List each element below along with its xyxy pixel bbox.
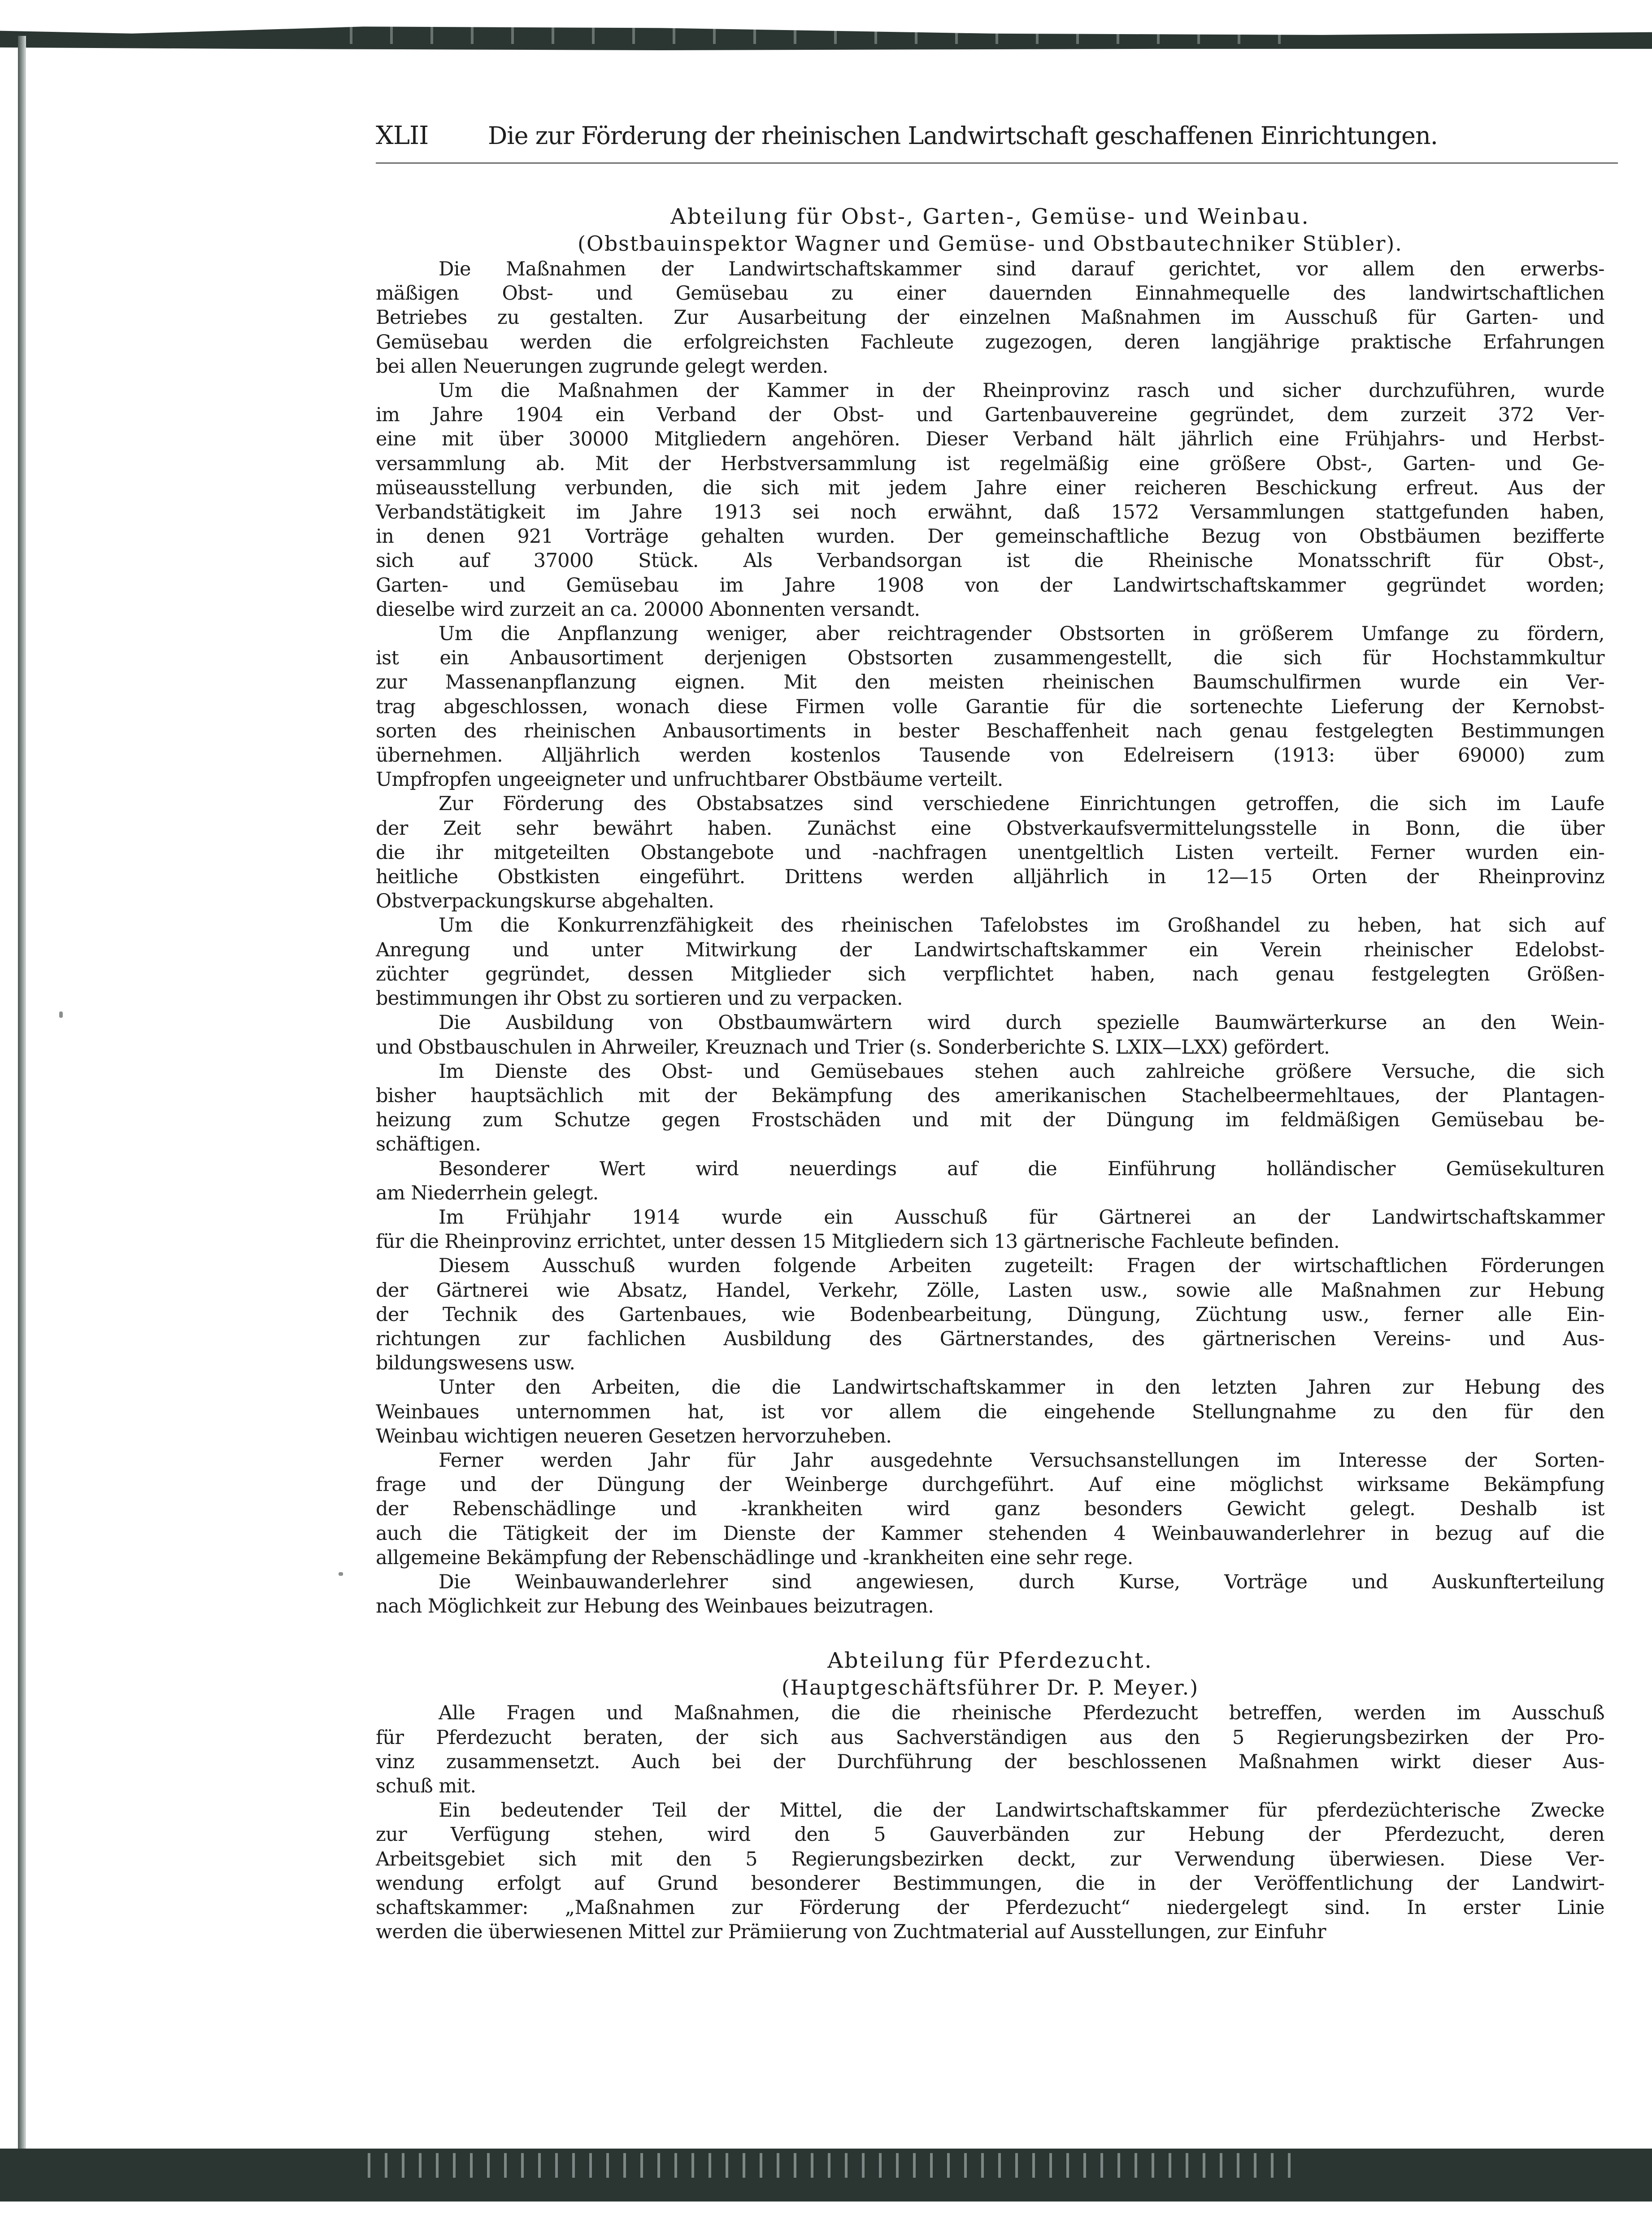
text-line: Weinbaues unternommen hat, ist vor allem die eingehende Stellungnahme zu den für den [376,1400,1604,1423]
text-line: Gemüsebau werden die erfolgreichsten Fachleute zugezogen, deren langjährige praktische Erfahrungen [376,331,1604,353]
paragraph [376,1798,1604,1944]
text-line: Um die Anpflanzung weniger, aber reichtragender Obstsorten in größerem Umfange zu fördern, [439,623,1604,645]
paragraph [376,379,1604,622]
text-line: Um die Maßnahmen der Kammer in der Rheinprovinz rasch und sicher durchzuführen, wurde [439,379,1604,402]
text-line: Umpfropfen ungeeigneter und unfruchtbarer Obstbäume verteilt. [376,768,1003,791]
text-line: Ferner werden Jahr für Jahr ausgedehnte Versuchsanstellungen im Interesse der Sorten- [439,1449,1604,1472]
text-line: Besonderer Wert wird neuerdings auf die Einführung holländischer Gemüsekulturen [439,1157,1604,1180]
document-page [376,121,1604,1944]
text-line: Garten- und Gemüsebau im Jahre 1908 von der Landwirtschaftskammer gegründet worden; [376,574,1604,597]
text-line: Die Weinbauwanderlehrer sind angewiesen, durch Kurse, Vorträge und Auskunfterteilung [439,1570,1604,1593]
text-line: und Obstbauschulen in Ahrweiler, Kreuznach und Trier (s. Sonderberichte S. LXIX—LXX) gefördert. [376,1036,1330,1059]
text-line: eine mit über 30000 Mitgliedern angehören. Dieser Verband hält jährlich eine Frühjahrs- und Herbst- [376,428,1604,451]
text-line: allgemeine Bekämpfung der Rebenschädlinge und -krankheiten eine sehr rege. [376,1546,1133,1569]
text-line: trag abgeschlossen, wonach diese Firmen volle Garantie für die sortenechte Lieferung der Kernobst- [376,695,1604,718]
text-line: der Gärtnerei wie Absatz, Handel, Verkehr, Zölle, Lasten usw., sowie alle Maßnahmen zur Hebung [376,1279,1604,1302]
paragraph [376,1205,1604,1254]
paragraph [376,1011,1604,1059]
text-line: Die Ausbildung von Obstbaumwärtern wird durch spezielle Baumwärterkurse an den Wein- [439,1011,1604,1034]
text-line: züchter gegründet, dessen Mitglieder sich verpflichtet haben, nach genau festgelegten Größen- [376,963,1604,985]
paragraph [376,1375,1604,1448]
text-line: Ein bedeutender Teil der Mittel, die der Landwirtschaftskammer für pferdezüchterische Zwecke [439,1799,1604,1822]
text-line: Unter den Arbeiten, die die Landwirtschaftskammer in den letzten Jahren zur Hebung des [439,1376,1604,1399]
text-line: ist ein Anbausortiment derjenigen Obstsorten zusammengestellt, die sich für Hochstammkultur [376,647,1604,670]
text-line: schäftigen. [376,1133,481,1156]
text-line: im Jahre 1904 ein Verband der Obst- und Gartenbauvereine gegründet, dem zurzeit 372 Ver- [376,404,1604,427]
text-line: Alle Fragen und Maßnahmen, die die rheinische Pferdezucht betreffen, werden im Ausschuß [439,1702,1604,1725]
margin-speck [59,1011,63,1018]
section-subtitle: (Obstbauinspektor Wagner und Gemüse- und Obstbautechniker Stübler). [578,231,1403,256]
text-line: sich auf 37000 Stück. Als Verbandsorgan ist die Rheinische Monatsschrift für Obst-, [376,549,1604,572]
text-line: auch die Tätigkeit der im Dienste der Kammer stehenden 4 Weinbauwanderlehrer in bezug auf die [376,1522,1604,1545]
scan-border-left [18,36,26,2180]
text-line: für Pferdezucht beraten, der sich aus Sachverständigen aus den 5 Regierungsbezirken der Pro- [376,1726,1604,1749]
text-line: übernehmen. Alljährlich werden kostenlos Tausende von Edelreisern (1913: über 69000) zum [376,744,1604,767]
text-line: vinz zusammensetzt. Auch bei der Durchführung der beschlossenen Maßnahmen wirkt dieser Aus- [376,1750,1604,1773]
text-line: heitliche Obstkisten eingeführt. Drittens werden alljährlich in 12—15 Orten der Rheinprovinz [376,866,1604,889]
text-line: dieselbe wird zurzeit an ca. 20000 Abonnenten versandt. [376,598,920,621]
paragraph [376,1157,1604,1205]
text-line: Die Maßnahmen der Landwirtschaftskammer sind darauf gerichtet, vor allem den erwerbs- [439,258,1604,280]
text-line: richtungen zur fachlichen Ausbildung des Gärtnerstandes, des gärtnerischen Vereins- und Aus- [376,1327,1604,1350]
paragraph [376,257,1604,379]
text-line: Diesem Ausschuß wurden folgende Arbeiten zugeteilt: Fragen der wirtschaftlichen Förderungen [439,1255,1604,1277]
text-line: schuß mit. [376,1774,476,1797]
text-line: Anregung und unter Mitwirkung der Landwirtschaftskammer ein Verein rheinischer Edelobst- [376,938,1604,961]
text-line: für die Rheinprovinz errichtet, unter dessen 15 Mitgliedern sich 13 gärtnerische Fachleute befinden. [376,1230,1340,1253]
section-subtitle: (Hauptgeschäftsführer Dr. P. Meyer.) [781,1675,1199,1700]
text-line: der Rebenschädlinge und -krankheiten wird ganz besonders Gewicht gelegt. Deshalb ist [376,1498,1604,1521]
text-line: Im Frühjahr 1914 wurde ein Ausschuß für Gärtnerei an der Landwirtschaftskammer [439,1206,1604,1229]
running-title: Die zur Förderung der rheinischen Landwirtschaft geschaffenen Einrichtungen. [488,122,1438,150]
section-title: Abteilung für Obst-, Garten-, Gemüse- und Weinbau. [670,204,1310,229]
text-line: frage und der Düngung der Weinberge durchgeführt. Auf eine möglichst wirksame Bekämpfung [376,1474,1604,1496]
scan-bottom-artifact [368,2153,1296,2178]
text-line: Weinbau wichtigen neueren Gesetzen hervorzuheben. [376,1425,892,1447]
text-line: werden die überwiesenen Mittel zur Prämiierung von Zuchtmaterial auf Ausstellungen, zur Einfuhr [376,1921,1326,1944]
header-rule [376,162,1618,164]
section-1 [376,203,1604,1618]
running-header [376,121,1604,153]
paragraph [376,1701,1604,1798]
text-line: am Niederrhein gelegt. [376,1181,599,1204]
text-line: Um die Konkurrenzfähigkeit des rheinischen Tafelobstes im Großhandel zu heben, hat sich auf [439,914,1604,937]
paragraph [376,1570,1604,1618]
text-line: Im Dienste des Obst- und Gemüsebaues stehen auch zahlreiche größere Versuche, die sich [439,1060,1604,1083]
text-line: Obstverpackungskurse abgehalten. [376,890,714,913]
paragraph [376,913,1604,1011]
text-line: in denen 921 Vorträge gehalten wurden. Der gemeinschaftliche Bezug von Obstbäumen bezifferte [376,525,1604,548]
text-line: bei allen Neuerungen zugrunde gelegt werden. [376,355,828,378]
text-line: bildungswesens usw. [376,1352,575,1375]
margin-speck [339,1572,343,1576]
text-line: Zur Förderung des Obstabsatzes sind verschiedene Einrichtungen getroffen, die sich im Laufe [439,793,1604,815]
text-line: wendung erfolgt auf Grund besonderer Bestimmungen, die in der Veröffentlichung der Landwirt- [376,1872,1604,1895]
text-line: versammlung ab. Mit der Herbstversammlung ist regelmäßig eine größere Obst-, Garten- und Ge- [376,452,1604,475]
text-line: heizung zum Schutze gegen Frostschäden und mit der Düngung im feldmäßigen Gemüsebau be- [376,1109,1604,1132]
text-line: Verbandstätigkeit im Jahre 1913 sei noch erwähnt, daß 1572 Versammlungen stattgefunden haben, [376,501,1604,524]
text-line: sorten des rheinischen Anbausortiments in bester Beschaffenheit nach genau festgelegten Bestimmungen [376,719,1604,742]
text-line: bestimmungen ihr Obst zu sortieren und zu verpacken. [376,987,903,1010]
text-line: müseausstellung verbunden, die sich mit jedem Jahre einer reicheren Beschickung erfreut. Aus der [376,476,1604,499]
paragraph [376,1059,1604,1157]
section-title: Abteilung für Pferdezucht. [827,1648,1153,1674]
text-line: Arbeitsgebiet sich mit den 5 Regierungsbezirken deckt, zur Verwendung überwiesen. Diese Ver- [376,1848,1604,1870]
section-2 [376,1647,1604,1944]
page-number: XLII [376,121,429,150]
text-line: mäßigen Obst- und Gemüsebau zu einer dauernden Einnahmequelle des landwirtschaftlichen [376,282,1604,305]
text-line: der Zeit sehr bewährt haben. Zunächst eine Obstverkaufsvermittelungsstelle in Bonn, die über [376,817,1604,840]
text-line: nach Möglichkeit zur Hebung des Weinbaues beizutragen. [376,1595,934,1618]
text-line: die ihr mitgeteilten Obstangebote und -nachfragen unentgeltlich Listen verteilt. Ferner wurden ein- [376,841,1604,864]
paragraph [376,792,1604,913]
document-body [376,203,1604,1944]
paragraph [376,1448,1604,1570]
text-line: Betriebes zu gestalten. Zur Ausarbeitung der einzelnen Maßnahmen im Ausschuß für Garten- und [376,306,1604,329]
text-line: der Technik des Gartenbaues, wie Bodenbearbeitung, Düngung, Züchtung usw., ferner alle Ein- [376,1303,1604,1326]
text-line: bisher hauptsächlich mit der Bekämpfung des amerikanischen Stachelbeermehltaues, der Plantagen- [376,1084,1604,1107]
scan-border-top [0,22,1652,50]
text-line: schaftskammer: „Maßnahmen zur Förderung der Pferdezucht“ niedergelegt sind. In erster Linie [376,1896,1604,1919]
paragraph [376,622,1604,792]
text-line: zur Verfügung stehen, wird den 5 Gauverbänden zur Hebung der Pferdezucht, deren [376,1823,1604,1846]
text-line: zur Massenanpflanzung eignen. Mit den meisten rheinischen Baumschulfirmen wurde ein Ver- [376,671,1604,694]
paragraph [376,1254,1604,1375]
